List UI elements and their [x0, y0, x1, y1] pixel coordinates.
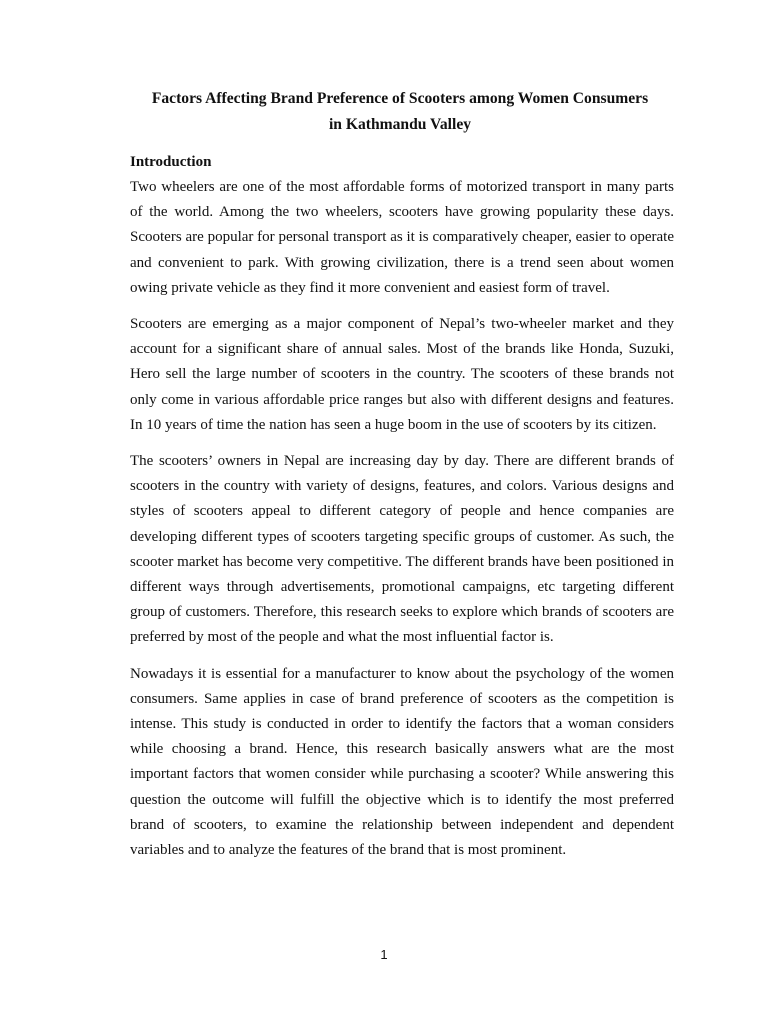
paragraph-1: Two wheelers are one of the most affordable forms of motorized transport in many parts of the world. Among the two wheelers, scooters have growing popularity these days. Scooters are popular for personal transport as it is comparatively cheaper, easier to operate and convenient to park. With growing civilization, there is a trend seen about women owing private vehicle as they find it more convenient and easiest form of travel.: [130, 179, 674, 296]
document-body: [130, 175, 674, 874]
paragraph-4: Nowadays it is essential for a manufacturer to know about the psychology of the women consumers. Same applies in case of brand preference of scooters as the competition is intense. This study is conducted in order to identify the factors that a woman considers while choosing a brand. Hence, this research basically answers what are the most important factors that women consider while purchasing a scooter? While answering this question the outcome will fulfill the objective which is to identify the most preferred brand of scooters, to examine the relationship between independent and dependent variables and to analyze the features of the brand that is most prominent.: [130, 665, 674, 859]
paragraph-2: Scooters are emerging as a major component of Nepal’s two-wheeler market and they account for a significant share of annual sales. Most of the brands like Honda, Suzuki, Hero sell the large number of scooters in the country. The scooters of these brands not only come in various affordable price ranges but also with different designs and features. In 10 years of time the nation has seen a huge boom in the use of scooters by its citizen.: [130, 316, 674, 433]
title-line-2: in Kathmandu Valley: [328, 116, 472, 133]
page-number: 1: [380, 947, 388, 962]
title-line-1: Factors Affecting Brand Preference of Scooters among Women Consumers: [151, 90, 649, 107]
document-title: [120, 86, 680, 138]
paragraph-3: The scooters’ owners in Nepal are increasing day by day. There are different brands of scooters in the country with variety of designs, features, and colors. Various designs and styles of scooters appeal to different category of people and hence companies are developing different types of scooters targeting specific groups of customer. As such, the scooter market has become very competitive. The different brands have been positioned in different ways through advertisements, promotional campaigns, etc targeting different group of customers. Therefore, this research seeks to explore which brands of scooters are preferred by most of the people and what the most influential factor is.: [130, 453, 674, 646]
section-heading-introduction: Introduction: [130, 154, 212, 170]
